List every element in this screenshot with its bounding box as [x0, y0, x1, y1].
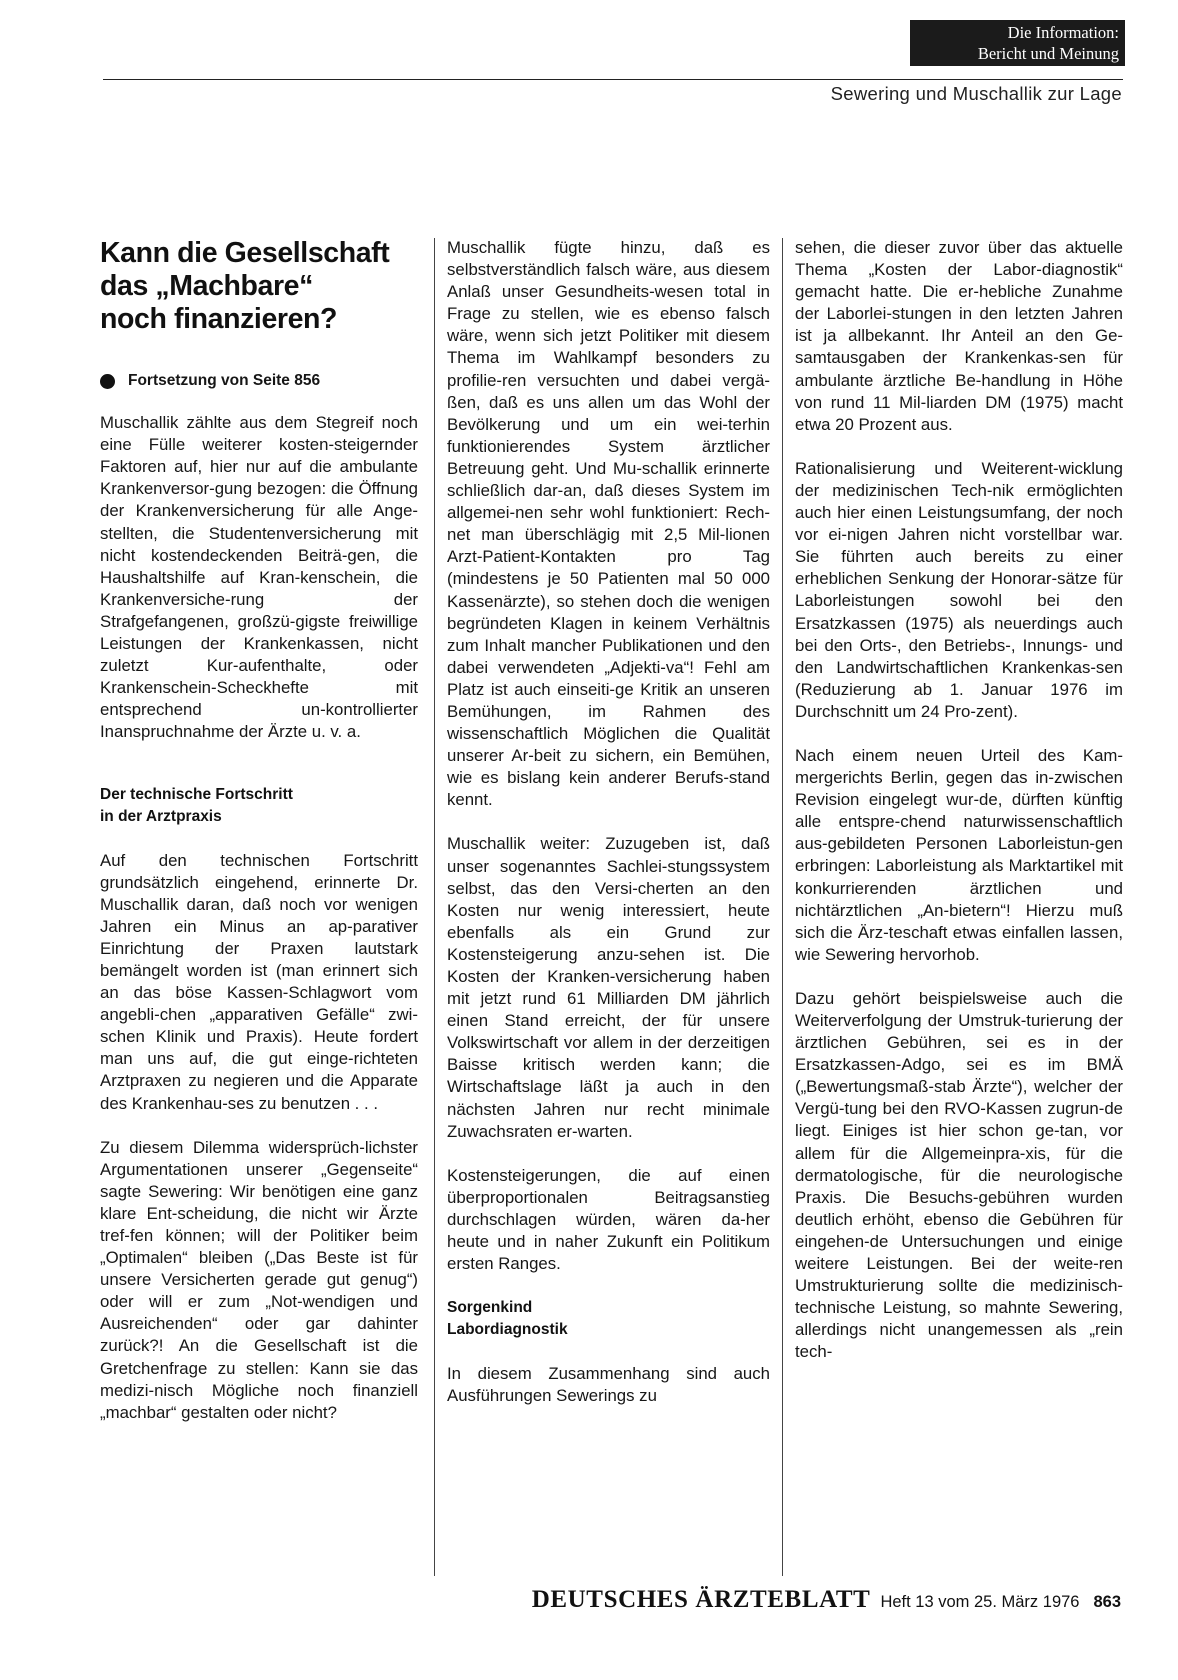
continuation-note: [100, 370, 418, 392]
article-title: [100, 237, 418, 336]
paragraph: In diesem Zusammenhang sind auch Ausführungen Sewerings zu: [447, 1364, 770, 1406]
issue-info: Heft 13 vom 25. März 1976: [880, 1593, 1080, 1611]
column-1: [100, 237, 418, 1424]
continuation-text: Fortsetzung von Seite 856: [128, 372, 321, 389]
paragraph: Nach einem neuen Urteil des Kam-mergerichts Berlin, gegen das in-zwischen Revision eingelegt wur-de, dürften künftig alle entspre-chend naturwissenschaftlich aus-gebildeten Personen Laborleistun-gen erbringen: Laborleistung als Marktartikel mit konkurrierenden ärztlichen und nichtärztlichen „An-bietern“! Hierzu muß sich die Ärz-teschaft etwas einfallen lassen, wie Sewering hervorhob.: [795, 745, 1123, 964]
column-divider: [782, 238, 783, 1576]
paragraph: Kostensteigerungen, die auf einen überproportionalen Beitragsanstieg durchschlagen würden, wären da-her heute und in naher Zukunft ein Politikum ersten Ranges.: [447, 1165, 770, 1274]
section-tag: [910, 20, 1125, 66]
title-line: Kann die Gesellschaft: [100, 237, 390, 269]
title-line: das „Machbare“: [100, 270, 313, 302]
header-rule: [103, 79, 1123, 80]
paragraph: Rationalisierung und Weiterent-wicklung der medizinischen Tech-nik ermöglichten auch hier einen Leistungsumfang, der noch vor ei-nigen Jahren nicht vorstellbar war. Sie führten auch bereits zu einer erheblichen Senkung der Honorar-sätze für Laborleistungen sowohl bei den Ersatzkassen (1975) als neuerdings auch bei den Orts-, den Betriebs-, Innungs- und den Landwirtschaftlichen Krankenkas-sen (Reduzierung ab 1. Januar 1976 im Durchschnitt um 24 Pro-zent).: [795, 458, 1123, 721]
column-divider: [434, 238, 435, 1576]
subheading: Der technische Fortschritt in der Arztpraxis: [100, 785, 293, 825]
bullet-icon: [100, 374, 115, 389]
kicker: Sewering und Muschallik zur Lage: [830, 83, 1122, 104]
paragraph: Muschallik weiter: Zuzugeben ist, daß unser sogenanntes Sachlei-stungssystem selbst, das den Versi-cherten an den Kosten nur wenig interessiert, heute ebenfalls als ein Grund zur Kostensteigerung anzu-sehen ist. Die Kosten der Kranken-versicherung haben mit jetzt rund 61 Milliarden DM jährlich einen Stand erreicht, der für unsere Volkswirtschaft vor allem in der derzeitigen Baisse kritisch werden kann; die Wirtschaftslage läßt ja auch in den nächsten Jahren nur recht minimale Zuwachsraten er-warten.: [447, 834, 770, 1141]
page-number: 863: [1093, 1593, 1121, 1611]
paragraph: Muschallik fügte hinzu, daß es selbstverständlich falsch wäre, aus diesem Anlaß unser Gesundheits-wesen total in Frage zu stellen, wie es ebenso falsch wäre, wenn sich jetzt Politiker mit diesem Thema im Wahlkampf besonders zu profilie-ren versuchten und dabei vergä-ßen, daß es uns allen um das Wohl der Bevölkerung und um ein wei-terhin funktionierendes System ärztlicher Betreuung geht. Und Mu-schallik erinnerte schließlich dar-an, daß dieses System im allgemei-nen sehr wohl funktioniert: Rech-net man überschlägig mit 2,5 Mil-lionen Arzt-Patient-Kontakten pro Tag (mindestens je 50 Patienten mal 50 000 Kassenärzte), so stehen doch die wenigen begründeten Klagen in keinem Verhältnis zum Inhalt mancher Publikationen und den dabei verwendeten „Adjekti-va“! Fehl am Platz ist auch einseiti-ge Kritik an unseren Bemühungen, im Rahmen des wissenschaftlich Möglichen die Qualität unserer Ar-beit zu sichern, ein Bemühen, wie es bislang kein anderer Berufs-stand kennt.: [447, 238, 770, 810]
paragraph: Zu diesem Dilemma widersprüch-lichster Argumentationen unserer „Gegenseite“ sagte Sewering: Wir benötigen eine ganz klare Ent-scheidung, die nicht wir Ärzte tref-fen können; will der Politiker beim „Optimalen“ bleiben („Das Beste ist für unsere Versicherten gerade gut genug“) oder will er zum „Not-wendigen und Ausreichenden“ oder gar dahinter zurück?! An die Gesellschaft ist die Gretchenfrage zu stellen: Kann sie das medizi-nisch Mögliche noch finanziell „machbar“ gestalten oder nicht?: [100, 1137, 418, 1422]
column-3: [795, 237, 1123, 1364]
title-line: noch finanzieren?: [100, 303, 338, 335]
paragraph: Auf den technischen Fortschritt grundsätzlich eingehend, erinnerte Dr. Muschallik daran, daß noch vor wenigen Jahren ein Minus an ap-parativer Einrichtung der Praxen lautstark bemängelt worden ist (man erinnert sich an das böse Kassen-Schlagwort vom angebli-chen „apparativen Gefälle“ zwi-schen Klinik und Praxis). Heute fordert man uns auf, die gut einge-richteten Arztpraxen zu negieren und die Apparate des Krankenhau-ses zu benutzen . . .: [100, 850, 418, 1113]
journal-name: DEUTSCHES ÄRZTEBLATT: [531, 1586, 871, 1613]
section-tag-line1: Die Information:: [1007, 23, 1119, 42]
paragraph: Dazu gehört beispielsweise auch die Weiterverfolgung der Umstruk-turierung der ärztlichen Gebühren, sei es in der Ersatzkassen-Adgo, sei es im BMÄ („Bewertungsmaß-stab Ärzte“), welcher der Vergü-tung bei den RVO-Kassen zugrun-de liegt. Einiges ist hier schon ge-tan, vor allem für die Allgemeinpra-xis, für die dermatologische, für die neurologische Praxis. Die Besuchs-gebühren wurden deutlich erhöht, ebenso die Gebühren für eingehen-de Untersuchungen und einige weitere Leistungen. Bei der weite-ren Umstrukturierung sollte die medizinisch-technische Leistung, so mahnte Sewering, allerdings nicht unangemessen als „rein tech-: [795, 988, 1123, 1362]
subheading: Sorgenkind Labordiagnostik: [447, 1299, 568, 1339]
section-tag-line2: Bericht und Meinung: [977, 44, 1119, 63]
column-2: [447, 237, 770, 1407]
page-footer: [532, 1586, 1121, 1614]
paragraph: Muschallik zählte aus dem Stegreif noch eine Fülle weiterer kosten-steigernder Faktoren auf, hier nur auf die ambulante Krankenversor-gung bezogen: die Öffnung der Krankenversicherung für alle Ange-stellten, die Studentenversicherung mit nicht kostendeckenden Beiträ-gen, die Haushaltshilfe auf Kran-kenschein, die Krankenversiche-rung der Strafgefangenen, großzü-gigste freiwillige Leistungen der Krankenkassen, nicht zuletzt Kur-aufenthalte, oder Krankenschein-Scheckhefte mit entsprechend un-kontrollierter Inanspruchnahme der Ärzte u. v. a.: [100, 413, 418, 742]
paragraph: sehen, die dieser zuvor über das aktuelle Thema „Kosten der Labor-diagnostik“ gemacht hatte. Die er-hebliche Zunahme der Laborlei-stungen in den letzten Jahren ist ja allbekannt. Ihr Anteil an den Ge-samtausgaben der Krankenkas-sen für ambulante ärztliche Be-handlung in Höhe von rund 11 Mil-liarden DM (1975) macht etwa 20 Prozent aus.: [795, 238, 1123, 434]
